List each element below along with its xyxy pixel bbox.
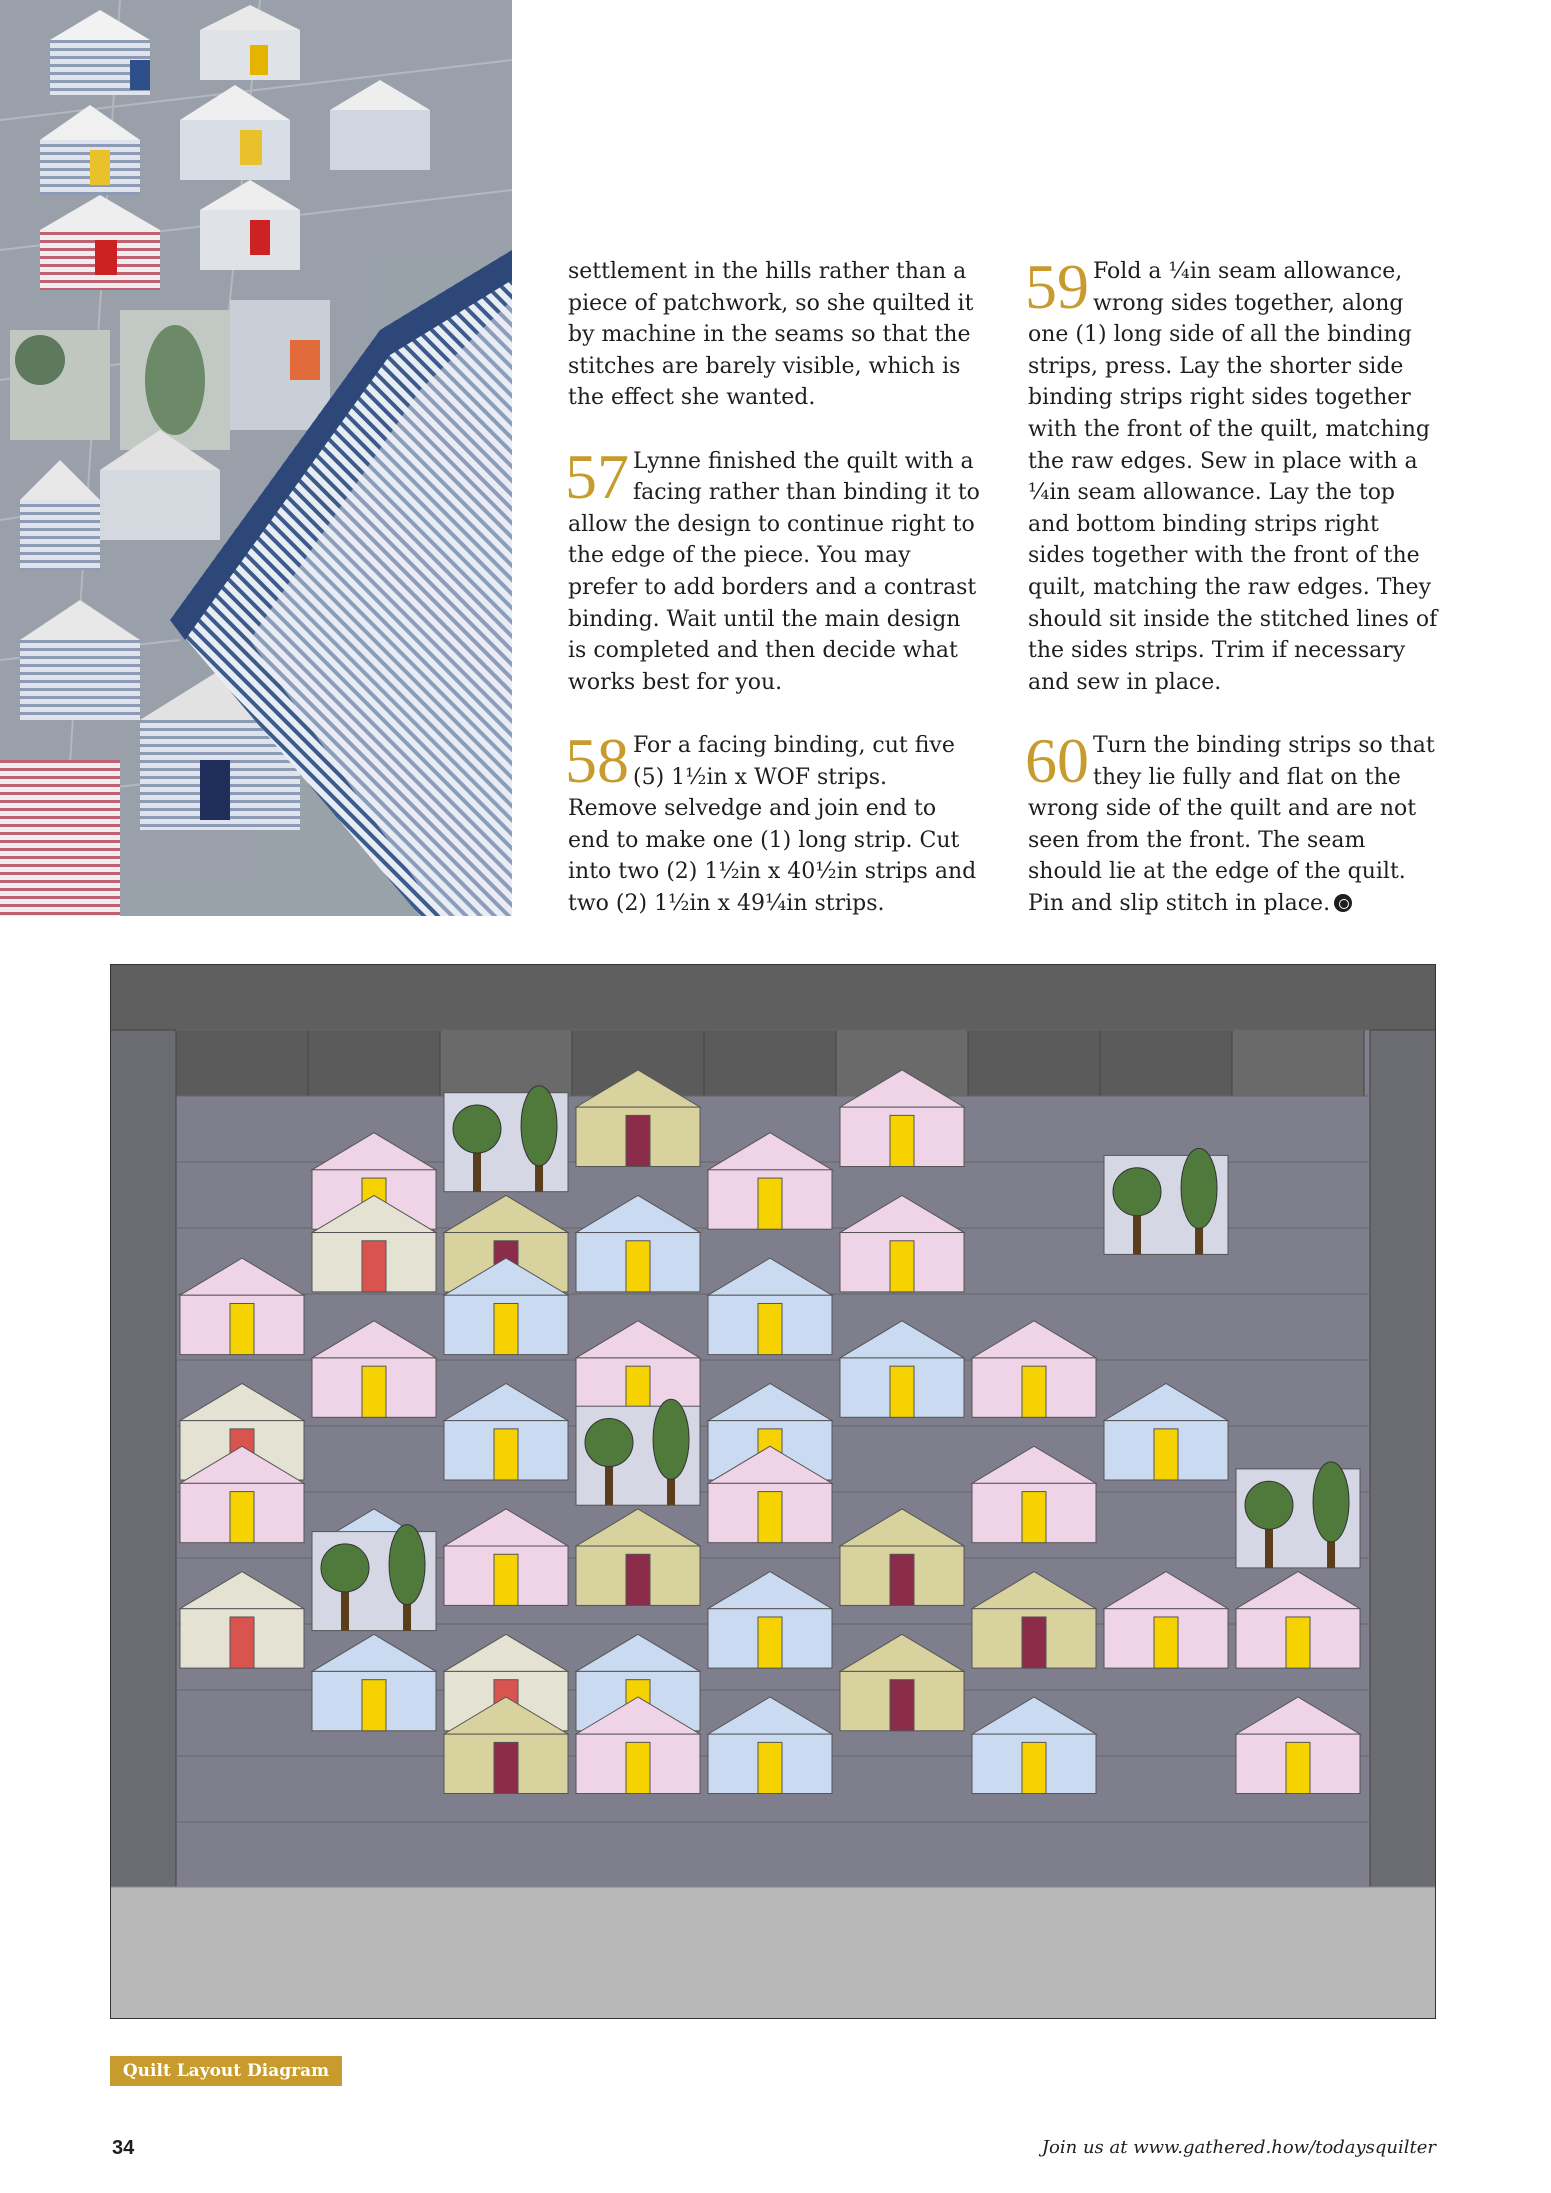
house-door	[230, 1492, 254, 1543]
house-door	[362, 1241, 386, 1292]
house-door	[494, 1429, 518, 1480]
text-column-right	[1025, 251, 1440, 919]
house-door	[494, 1742, 518, 1793]
house-door	[494, 1303, 518, 1354]
quilt-photo	[0, 0, 512, 916]
step-number: 60	[1025, 724, 1089, 796]
tree-canopy	[585, 1419, 633, 1467]
top-block	[176, 1030, 308, 1096]
house-door	[1022, 1492, 1046, 1543]
tree-canopy	[1245, 1481, 1293, 1529]
step-number: 58	[565, 724, 629, 796]
house-door	[1022, 1617, 1046, 1668]
house-door	[758, 1492, 782, 1543]
house-door	[362, 1366, 386, 1417]
page-number: 34	[112, 2137, 135, 2159]
top-block	[1232, 1030, 1364, 1096]
step-59	[1025, 251, 1440, 698]
tree-canopy	[1313, 1462, 1349, 1542]
right-border	[1370, 1030, 1436, 2019]
text-column-left	[565, 256, 980, 919]
quilt-layout-diagram	[110, 964, 1436, 2019]
end-mark-icon	[1334, 894, 1352, 912]
house-door	[1154, 1429, 1178, 1480]
tree-canopy	[521, 1086, 557, 1166]
top-border	[110, 964, 1436, 1030]
top-block	[308, 1030, 440, 1096]
bottom-border	[110, 1887, 1436, 2019]
top-block	[440, 1030, 572, 1096]
step-60	[1025, 724, 1440, 920]
house-door	[230, 1303, 254, 1354]
step-number: 57	[565, 440, 629, 512]
house-door	[494, 1554, 518, 1605]
step-58	[565, 724, 980, 920]
step-57	[565, 440, 980, 699]
step-text: For a facing binding, cut five (5) 1½in x WOF strips. Remove selvedge and join end to end to make one (1) long strip. Cut into two (2) 1½in x 40½in strips and two (2) 1½in x 49¼in strips.	[568, 732, 977, 916]
diagram-caption: Quilt Layout Diagram	[110, 2056, 342, 2086]
step-text: Fold a ¼in seam allowance, wrong sides together, along one (1) long side of all the binding strips, press. Lay the shorter side binding strips right sides together with the front of the quilt, matching the raw edges. Sew in place with a ¼in seam allowance. Lay the top and bottom binding strips right sides together with the front of the quilt, matching the raw edges. They should sit inside the stitched lines of the sides strips. Trim if necessary and sew in place.	[1028, 259, 1438, 695]
house-door	[758, 1303, 782, 1354]
tree-canopy	[653, 1399, 689, 1479]
house-door	[1022, 1742, 1046, 1793]
house-door	[626, 1742, 650, 1793]
house-door	[890, 1241, 914, 1292]
house-door	[362, 1680, 386, 1731]
tree-canopy	[1113, 1168, 1161, 1216]
step-text: Lynne finished the quilt with a facing rather than binding it to allow the design to continue right to the edge of the piece. You may prefer to add borders and a contrast binding. Wait until the main design is completed and then decide what works best for you.	[568, 448, 980, 695]
tree-canopy	[453, 1105, 501, 1153]
intro-paragraph: settlement in the hills rather than a piece of patchwork, so she quilted it by machine in the seams so that the stitches are barely visible, which is the effect she wanted.	[568, 259, 974, 411]
house-door	[890, 1554, 914, 1605]
house-door	[1286, 1742, 1310, 1793]
step-number: 59	[1025, 251, 1089, 322]
footer-text: Join us at www.gathered.how/todaysquilter	[1041, 2137, 1436, 2158]
house-door	[890, 1680, 914, 1731]
house-door	[758, 1178, 782, 1229]
house-door	[230, 1617, 254, 1668]
house-door	[1022, 1366, 1046, 1417]
quilt-layout-svg	[110, 964, 1436, 2019]
step-text: Turn the binding strips so that they lie fully and flat on the wrong side of the quilt and are not seen from the front. The seam should lie at the edge of the quilt. Pin and slip stitch in place.	[1028, 732, 1435, 916]
tree-canopy	[389, 1525, 425, 1605]
top-block	[704, 1030, 836, 1096]
left-border	[110, 1030, 176, 2019]
house-door	[758, 1742, 782, 1793]
house-door	[1286, 1617, 1310, 1668]
house-door	[758, 1617, 782, 1668]
house-door	[890, 1366, 914, 1417]
house-door	[626, 1115, 650, 1166]
top-block	[1100, 1030, 1232, 1096]
top-block	[968, 1030, 1100, 1096]
house-door	[626, 1554, 650, 1605]
house-door	[890, 1115, 914, 1166]
tree-canopy	[321, 1544, 369, 1592]
house-door	[1154, 1617, 1178, 1668]
house-door	[626, 1241, 650, 1292]
tree-canopy	[1181, 1148, 1217, 1228]
